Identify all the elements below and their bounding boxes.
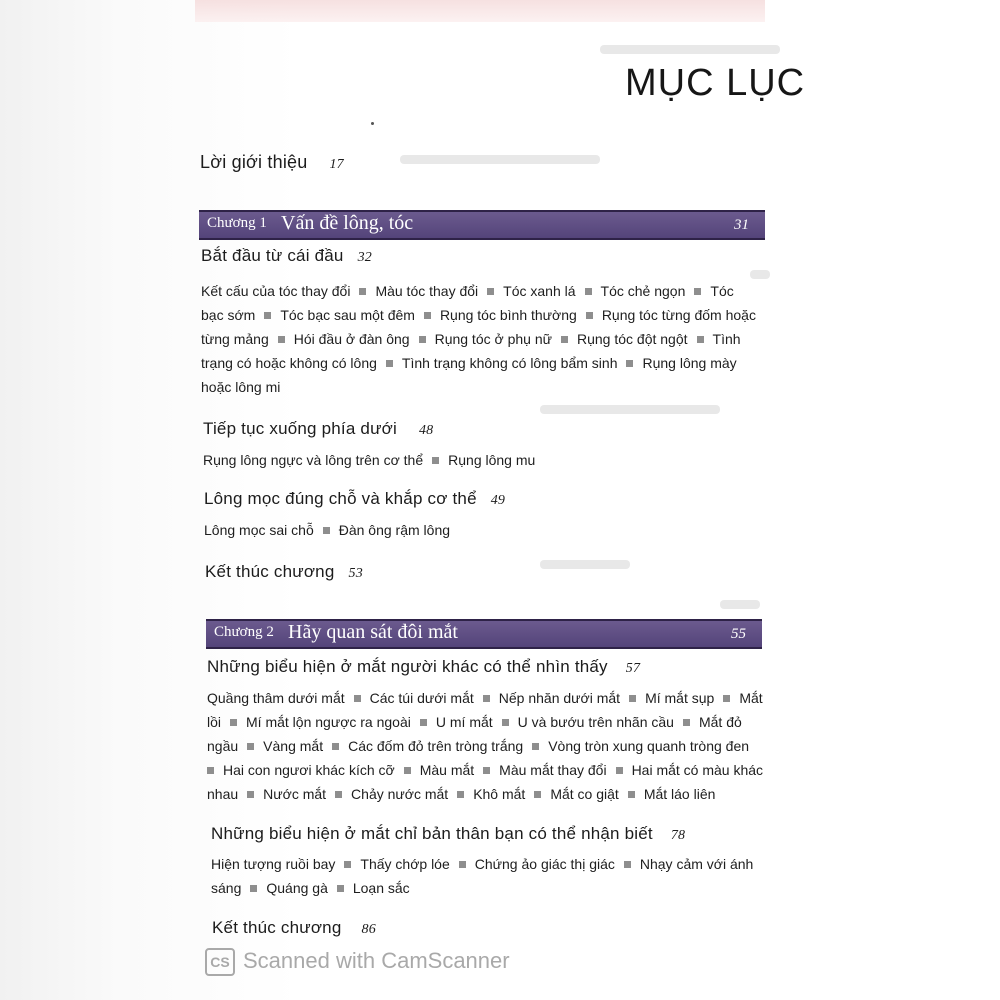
bleed-through-band xyxy=(195,0,765,22)
section-page: 86 xyxy=(361,922,376,937)
subtopic-line xyxy=(201,351,763,375)
camscanner-logo-icon: CS xyxy=(205,948,235,976)
bleed-through-line xyxy=(400,155,600,164)
square-bullet xyxy=(359,288,366,295)
subtopic-line xyxy=(203,448,765,472)
bleed-through-line xyxy=(750,270,770,279)
square-bullet xyxy=(586,312,593,319)
section-heading xyxy=(203,419,433,439)
chapter-label: Chương 2 xyxy=(214,624,274,640)
subtopic: Mắt láo liên xyxy=(643,786,716,802)
chapter-2-bar xyxy=(206,619,762,649)
bleed-through-line xyxy=(540,560,630,569)
subtopic-list xyxy=(207,686,769,806)
section-page: 32 xyxy=(357,250,372,265)
section-heading xyxy=(204,489,505,509)
watermark-text: Scanned with CamScanner xyxy=(243,948,510,973)
subtopic: ngầu xyxy=(207,738,239,754)
square-bullet xyxy=(247,791,254,798)
chapter-page: 31 xyxy=(734,217,749,233)
speck xyxy=(371,122,374,125)
subtopic: U mí mắt xyxy=(435,714,493,730)
subtopic: nhau xyxy=(207,786,239,802)
subtopic: Tóc xyxy=(710,283,734,299)
page-title: MỤC LỤC xyxy=(625,62,806,104)
square-bullet xyxy=(616,767,623,774)
section-heading xyxy=(201,246,372,266)
subtopic: Quáng gà xyxy=(266,880,328,896)
subtopic: Mắt đỏ xyxy=(698,714,742,730)
square-bullet xyxy=(629,695,636,702)
subtopic-line xyxy=(204,518,766,542)
square-bullet xyxy=(683,719,690,726)
section-title: Bắt đầu từ cái đầu xyxy=(201,246,344,265)
subtopic: Chứng ảo giác thị giác xyxy=(474,856,615,872)
subtopic: Rụng tóc đột ngột xyxy=(576,331,688,347)
subtopic: Các túi dưới mắt xyxy=(369,690,474,706)
subtopic: Rụng lông mu xyxy=(448,452,536,468)
section-page: 78 xyxy=(670,828,686,843)
subtopic: Tóc chẻ ngọn xyxy=(600,283,686,299)
square-bullet xyxy=(628,791,635,798)
intro-entry xyxy=(200,152,344,173)
square-bullet xyxy=(694,288,701,295)
section-title: Kết thúc chương xyxy=(212,918,342,937)
subtopic: Vàng mắt xyxy=(263,738,324,754)
subtopic: Màu mắt thay đổi xyxy=(499,762,607,778)
square-bullet xyxy=(585,288,592,295)
subtopic: Nếp nhăn dưới mắt xyxy=(498,690,621,706)
subtopic-line xyxy=(207,710,769,734)
section-page: 53 xyxy=(348,566,363,581)
subtopic: Nhạy cảm với ánh xyxy=(639,856,754,872)
section-heading xyxy=(212,918,376,938)
subtopic: Tình trạng không có lông bẩm sinh xyxy=(401,355,618,371)
subtopic: Màu tóc thay đổi xyxy=(375,283,479,299)
subtopic: Nước mắt xyxy=(263,786,327,802)
square-bullet xyxy=(697,336,704,343)
section-title: Những biểu hiện ở mắt chỉ bản thân bạn có thể nhận biết xyxy=(211,824,653,843)
subtopic: Tóc xanh lá xyxy=(503,283,576,299)
subtopic-list xyxy=(201,279,763,399)
chapter-1-bar xyxy=(199,210,765,240)
subtopic-line xyxy=(207,734,769,758)
subtopic: Rụng tóc bình thường xyxy=(439,307,577,323)
square-bullet xyxy=(534,791,541,798)
square-bullet xyxy=(332,743,339,750)
square-bullet xyxy=(626,360,633,367)
camscanner-watermark xyxy=(205,948,510,978)
square-bullet xyxy=(264,312,271,319)
subtopic: Kết cấu của tóc thay đổi xyxy=(201,283,351,299)
subtopic: Tóc bạc sau một đêm xyxy=(280,307,415,323)
subtopic: Hiện tượng ruồi bay xyxy=(211,856,336,872)
subtopic: Mắt co giật xyxy=(550,786,619,802)
subtopic-line xyxy=(207,686,769,710)
subtopic: Hai mắt có màu khác xyxy=(631,762,764,778)
square-bullet xyxy=(386,360,393,367)
chapter-title: Vấn đề lông, tóc xyxy=(281,212,414,234)
section-page: 48 xyxy=(418,423,434,438)
subtopic: Rụng lông ngực và lông trên cơ thể xyxy=(203,452,424,468)
bleed-through-line xyxy=(540,405,720,414)
subtopic: trạng có hoặc không có lông xyxy=(201,355,377,371)
square-bullet xyxy=(250,885,257,892)
intro-page: 17 xyxy=(329,157,344,172)
square-bullet xyxy=(404,767,411,774)
subtopic: Lông mọc sai chỗ xyxy=(204,522,314,538)
section-heading xyxy=(205,562,363,582)
section-page: 49 xyxy=(490,493,506,508)
square-bullet xyxy=(230,719,237,726)
subtopic: Mí mắt lộn ngược ra ngoài xyxy=(246,714,411,730)
subtopic-list xyxy=(204,518,766,542)
subtopic-line xyxy=(207,758,769,782)
square-bullet xyxy=(323,527,330,534)
subtopic: Loạn sắc xyxy=(352,880,410,896)
square-bullet xyxy=(483,767,490,774)
subtopic: lồi xyxy=(207,714,222,730)
subtopic: Hói đầu ở đàn ông xyxy=(293,331,410,347)
subtopic: Quầng thâm dưới mắt xyxy=(207,690,345,706)
square-bullet xyxy=(487,288,494,295)
square-bullet xyxy=(337,885,344,892)
square-bullet xyxy=(420,719,427,726)
subtopic: Vòng tròn xung quanh tròng đen xyxy=(548,738,750,754)
subtopic-line xyxy=(211,876,773,900)
subtopic: Hai con ngươi khác kích cỡ xyxy=(223,762,395,778)
section-title: Tiếp tục xuống phía dưới xyxy=(203,419,397,438)
subtopic: bạc sớm xyxy=(201,307,256,323)
subtopic: từng mảng xyxy=(201,331,269,347)
chapter-label: Chương 1 xyxy=(207,215,267,231)
subtopic: Tình xyxy=(712,331,741,347)
section-page: 57 xyxy=(625,661,641,676)
subtopic-line xyxy=(201,279,763,303)
square-bullet xyxy=(723,695,730,702)
subtopic-line xyxy=(201,375,763,399)
section-title: Kết thúc chương xyxy=(205,562,335,581)
subtopic: sáng xyxy=(211,880,242,896)
subtopic: Thấy chớp lóe xyxy=(360,856,450,872)
square-bullet xyxy=(335,791,342,798)
square-bullet xyxy=(483,695,490,702)
subtopic: Chảy nước mắt xyxy=(351,786,449,802)
square-bullet xyxy=(424,312,431,319)
square-bullet xyxy=(354,695,361,702)
subtopic-line xyxy=(201,303,763,327)
subtopic: Rụng tóc từng đốm hoặc xyxy=(601,307,756,323)
chapter-title: Hãy quan sát đôi mắt xyxy=(288,621,458,643)
subtopic: Các đốm đỏ trên tròng trắng xyxy=(348,738,524,754)
subtopic: Rụng tóc ở phụ nữ xyxy=(434,331,552,347)
square-bullet xyxy=(502,719,509,726)
subtopic: Mắt xyxy=(739,690,763,706)
subtopic-list xyxy=(211,852,773,900)
chapter-page: 55 xyxy=(731,626,746,642)
square-bullet xyxy=(432,457,439,464)
subtopic: U và bướu trên nhãn cầu xyxy=(517,714,674,730)
subtopic: hoặc lông mi xyxy=(201,379,281,395)
square-bullet xyxy=(247,743,254,750)
square-bullet xyxy=(624,861,631,868)
subtopic: Mí mắt sụp xyxy=(645,690,715,706)
subtopic: Màu mắt xyxy=(419,762,475,778)
subtopic: Khô mắt xyxy=(473,786,526,802)
square-bullet xyxy=(344,861,351,868)
subtopic-line xyxy=(201,327,763,351)
bleed-through-line xyxy=(720,600,760,609)
subtopic: Đàn ông rậm lông xyxy=(338,522,451,538)
bleed-through-line xyxy=(600,45,780,54)
section-heading xyxy=(207,657,640,677)
subtopic-line xyxy=(207,782,769,806)
section-heading xyxy=(211,824,685,844)
section-title: Lông mọc đúng chỗ và khắp cơ thể xyxy=(204,489,477,508)
intro-label: Lời giới thiệu xyxy=(200,152,308,172)
square-bullet xyxy=(457,791,464,798)
subtopic-line xyxy=(211,852,773,876)
square-bullet xyxy=(207,767,214,774)
subtopic-list xyxy=(203,448,765,472)
square-bullet xyxy=(561,336,568,343)
subtopic: Rụng lông mày xyxy=(642,355,737,371)
section-title: Những biểu hiện ở mắt người khác có thể nhìn thấy xyxy=(207,657,608,676)
square-bullet xyxy=(278,336,285,343)
square-bullet xyxy=(532,743,539,750)
square-bullet xyxy=(459,861,466,868)
square-bullet xyxy=(419,336,426,343)
